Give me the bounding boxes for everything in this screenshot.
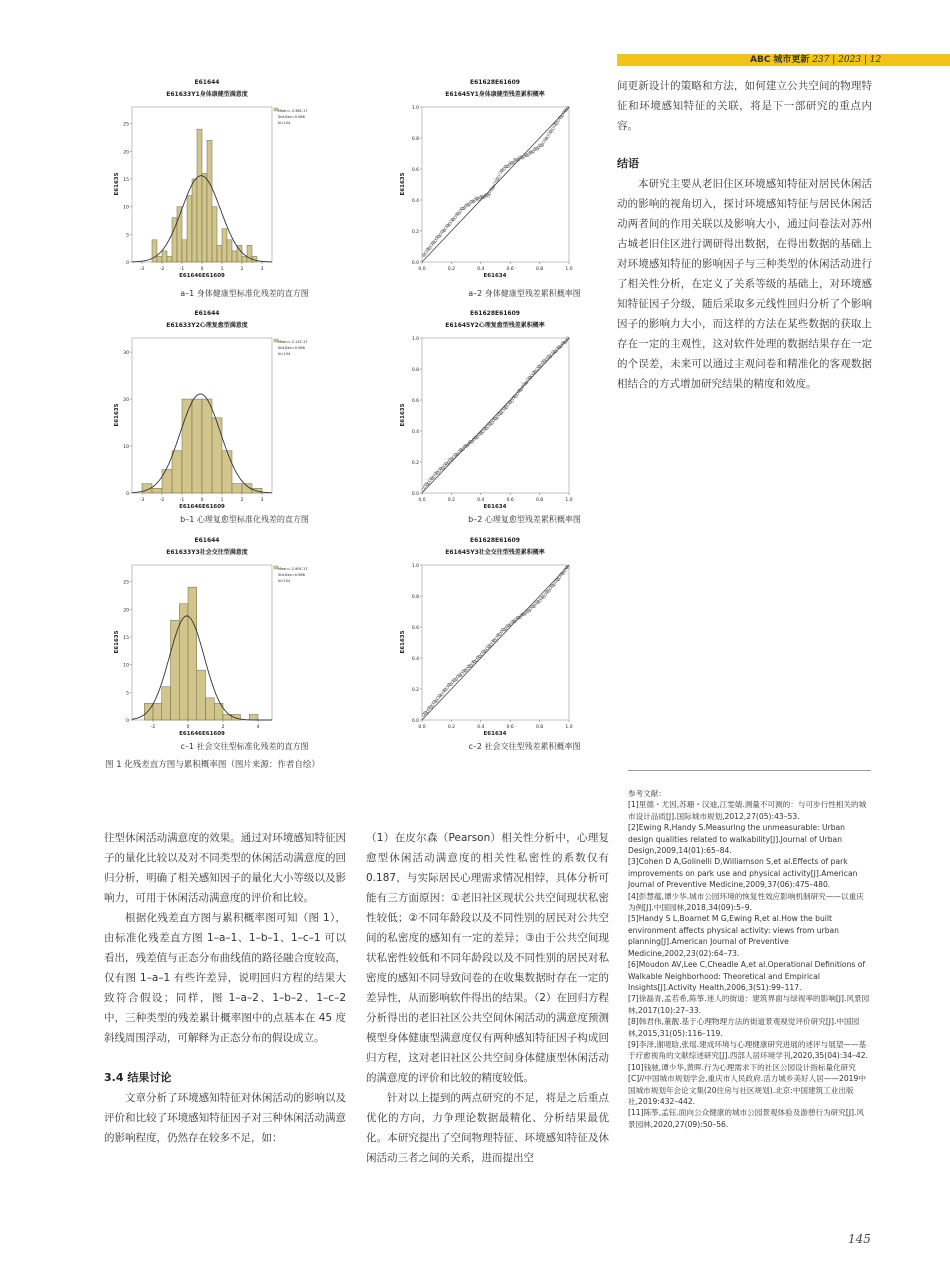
x-tick-label: 0.2 <box>447 498 455 503</box>
y-tick-label: 10 <box>123 445 129 451</box>
paragraph: 往型休闲活动满意度的效果。通过对环境感知特征因子的量化比较以及对不同类型的休闲活动满意度的回归分析，明确了相关感知因子的量化大小等级以及影响力，可用于休闲活动满意度的评价和比较。 <box>104 832 346 904</box>
x-tick-label: 0 <box>200 267 204 272</box>
pp-point <box>425 251 428 254</box>
histogram-svg <box>112 530 377 740</box>
reference-item: [7]徐磊青,孟若希,陈筝.迷人的街道：建筑界面与绿视率的影响[J].风景园林,2017(10):27–33. <box>628 994 870 1015</box>
y-tick-label: 5 <box>126 233 129 239</box>
x-tick-label: 1.0 <box>565 498 573 503</box>
chart-top-label: E61644 <box>194 310 220 317</box>
references <box>628 788 871 1130</box>
reference-item: [2]Ewing R,Handy S.Measuring the unmeasurable: Urban design qualities related to walkability[J].Journal of Urban Design,2009,14(01):65–84. <box>628 823 845 856</box>
legend-line: N=154 <box>278 352 291 356</box>
figure-a1-histogram <box>112 72 377 282</box>
section-name: 城市更新 <box>773 55 810 65</box>
body-column-2 <box>366 828 609 1168</box>
y-tick-label: 0 <box>126 261 129 266</box>
y-tick-label: 25 <box>123 580 129 586</box>
x-tick-label: 0.6 <box>506 267 514 272</box>
histogram-bar <box>187 196 192 262</box>
chart-title: E61633Y2心理复愈型满意度 <box>166 322 248 329</box>
y-tick-label: 20 <box>123 608 129 614</box>
y-tick-label: 1.0 <box>411 106 419 111</box>
histogram-bar <box>157 256 162 262</box>
histogram-bar <box>197 129 202 262</box>
y-tick-label: 5 <box>126 691 129 697</box>
histogram-bar <box>172 451 182 493</box>
chart-top-label: E61644 <box>194 537 220 544</box>
x-tick-label: 0 <box>200 498 204 503</box>
y-tick-label: 0 <box>126 492 129 497</box>
body-column-1 <box>104 828 346 1148</box>
x-tick-label: 0.8 <box>536 725 544 730</box>
y-tick-label: 20 <box>123 398 129 404</box>
x-tick-label: -3 <box>139 267 145 272</box>
caption-b1: b–1 心理复愈型标准化残差的直方图 <box>180 515 309 524</box>
histogram-bar <box>247 245 252 262</box>
histogram-bar <box>192 399 202 493</box>
x-tick-label: -1 <box>179 498 185 503</box>
x-tick-label: 1.0 <box>565 267 573 272</box>
x-axis-label: E61634 <box>483 273 507 279</box>
y-axis-label: E61635 <box>114 172 120 196</box>
reference-item: [5]Handy S L,Boarnet M G,Ewing R,et al.How the built environment affects physical activity: views from urban planning[J].American Journal of Preventive Medicine,2002,23(02):64–73. <box>628 914 839 958</box>
reference-item: [11]陈筝,孟钰.面向公众健康的城市公园景观体验及游憩行为研究[J].风景园林,2020,27(09):50–56. <box>628 1108 865 1129</box>
y-tick-label: 0.8 <box>411 595 419 600</box>
pp-point <box>495 637 498 640</box>
caption-a2: a–2 身体健康型残差累积概率图 <box>468 289 581 298</box>
legend-line: Std.Dev=0.986 <box>278 573 305 577</box>
y-axis-label: E61635 <box>400 403 406 427</box>
y-tick-label: 0.4 <box>411 199 419 204</box>
x-tick-label: 0.6 <box>506 725 514 730</box>
pp-point <box>486 647 489 650</box>
histogram-bar <box>182 240 187 262</box>
y-axis-label: E61635 <box>114 630 120 654</box>
x-tick-label: 0.2 <box>447 267 455 272</box>
y-tick-label: 0.2 <box>411 461 419 466</box>
histogram-bar <box>152 240 157 262</box>
x-tick-label: -2 <box>150 725 156 730</box>
figure-c2-pp-plot <box>392 530 657 740</box>
pp-point <box>439 233 442 236</box>
pp-point <box>500 630 503 633</box>
histogram-bar <box>206 698 215 720</box>
paragraph: （1）在皮尔森（Pearson）相关性分析中，心理复愈型休闲活动满意度的相关性私密性的系数仅有 0.187，与实际居民心理需求情况相悖，具体分析可能有三方面原因：①老旧社区现状公共空间现状私密性较低；②不同年龄段以及不同性别的居民对公共空间的私密度的感知有一定的差异；③由于公共空间现状私密性较低和不同年龄段以及不同性别的居民对私密度的感知不同导致问卷的在收集数据时存在一定的差异性，从而影响软件得出的结果。（2）在回归方程分析得出的老旧社区公共空间休闲活动的满意度预测模型身体健康型满意度仅有两种感知特征因子构成回归方程，这对老旧社区公共空间身体健康型休闲活动的满意度的评价和比较的精度较低。 <box>366 832 609 1084</box>
legend-line: Mean=-3.38E-17 <box>278 109 308 113</box>
y-tick-label: 0.6 <box>411 626 419 631</box>
x-tick-label: 0.0 <box>418 267 426 272</box>
y-tick-label: 0.2 <box>411 230 419 235</box>
pp-point <box>507 403 510 406</box>
x-tick-label: 0.0 <box>418 498 426 503</box>
paragraph: 根据化残差直方图与累积概率图可知（图 1），由标准化残差直方图 1–a–1、1–b–1、1–c–1 可以看出，残差值与正态分布曲线值的路径融合度较高，仅有图 1–a–1 有些许差异，说明回归方程的结果大致符合假设；同样，图 1–a–2、1–b–2、1–c–2 中，三种类型的残差累计概率图中的点基本在 45 度斜线周围浮动，可解释为正态分布的假设成立。 <box>104 912 346 1044</box>
y-axis-label: E61635 <box>114 403 120 427</box>
y-tick-label: 10 <box>123 205 129 211</box>
x-tick-label: 0.2 <box>447 725 455 730</box>
legend-line: Mean=-2.90E-17 <box>278 567 308 571</box>
x-tick-label: -1 <box>179 267 185 272</box>
pp-point <box>488 192 491 195</box>
y-tick-label: 0.4 <box>411 657 419 662</box>
pp-point <box>544 593 547 596</box>
y-tick-label: 0.8 <box>411 368 419 373</box>
histogram-bar <box>192 179 197 262</box>
histogram-bar <box>207 140 212 262</box>
y-tick-label: 0.2 <box>411 688 419 693</box>
legend-swatch <box>274 566 278 569</box>
y-tick-label: 0.6 <box>411 168 419 173</box>
x-tick-label: 2 <box>240 267 244 272</box>
references-divider <box>628 770 871 771</box>
x-tick-label: 0.8 <box>536 267 544 272</box>
chart-title: E61633Y1身体康健型满意度 <box>166 91 248 98</box>
reference-item: [3]Cohen D A,Golinelli D,Williamson S,et al.Effects of park improvements on park use and physical activity[J].American Journal of Preventive Medicine,2009,37(06):475–480. <box>628 857 858 890</box>
references-title: 参考文献： <box>628 789 666 798</box>
histogram-bar <box>153 703 162 720</box>
figure-caption: 图 1 化残差直方图与累积概率图（图片来源：作者自绘） <box>105 760 320 770</box>
y-tick-label: 0.8 <box>411 137 419 142</box>
paragraph: 针对以上提到的两点研究的不足，将是之后重点优化的方向，力争理论数据最精化、分析结果最优化。本研究提出了空间物理特征、环境感知特征及休闲活动三者之间的关系，进而提出空 <box>366 1092 609 1164</box>
pp-point <box>497 175 500 178</box>
y-tick-label: 0.0 <box>411 719 419 724</box>
reference-item: [6]Moudon AV,Lee C,Cheadle A,et al.Operational Definitions of Walkable Neighborhood: Theoretical and Empirical Insights[J].Activity Health,2006,3(S1):99–117. <box>628 960 866 992</box>
reference-item: [4]彭慧蕴,谭少华.城市公园环境的恢复性效应影响机制研究——以重庆为例[J].中国园林,2018,34(09):5–9. <box>628 891 864 913</box>
x-tick-label: 1 <box>220 267 224 272</box>
x-tick-label: 1 <box>220 498 224 503</box>
x-tick-label: 0 <box>186 725 190 730</box>
x-tick-label: 2 <box>240 498 244 503</box>
journal-brand: ABC <box>750 55 771 65</box>
x-axis-label: E61646E61609 <box>179 731 225 737</box>
x-tick-label: 0.4 <box>477 725 485 730</box>
histogram-bar <box>197 670 206 720</box>
reference-diagonal <box>422 338 569 493</box>
y-tick-label: 20 <box>123 150 129 156</box>
histogram-bar <box>167 256 172 262</box>
histogram-bar <box>162 251 167 262</box>
y-axis-label: E61635 <box>400 172 406 196</box>
y-tick-label: 30 <box>123 351 129 357</box>
x-axis-label: E61634 <box>483 731 507 737</box>
reference-item: [8]韩君伟,董靓.基于心理物理方法的街道景观视觉评价研究[J].中国园林,2015,31(05):116–119. <box>628 1017 860 1038</box>
y-tick-label: 0.0 <box>411 261 419 266</box>
y-tick-label: 0.4 <box>411 430 419 435</box>
pp-point <box>558 576 561 579</box>
figure-b1-histogram <box>112 303 377 513</box>
histogram-bar <box>232 484 242 493</box>
pp-point <box>501 410 504 413</box>
figure-c1-histogram <box>112 530 377 740</box>
y-tick-label: 10 <box>123 663 129 669</box>
y-tick-label: 15 <box>123 177 129 183</box>
x-tick-label: -3 <box>139 498 145 503</box>
x-tick-label: -2 <box>159 267 165 272</box>
x-tick-label: -2 <box>159 498 165 503</box>
pp-point <box>493 182 496 185</box>
histogram-bar <box>212 418 222 493</box>
paragraph-conclusion: 本研究主要从老旧住区环境感知特征对居民休闲活动的影响的视角切入，探讨环境感知特征与居民休闲活动两者间的作用关联以及影响大小，通过问卷法对苏州古城老旧住区进行调研得出数据，在得出数据的基础上对环境感知特征的影响因子与三种类型的休闲活动进行了相关性分析，在定义了关系等级的基础上，对环境感知特征因子分级，随后采取多元线性回归分析了个影响因子的影响力大小，而这样的方法在某些数据的获取上存在一定的主观性，这对软件处理的数据结果存在一定的个误差，未来可以通过主观问卷和精准化的客观数据相结合的方式增加研究结果的精度和效度。 <box>617 178 872 390</box>
pp-point <box>422 488 425 491</box>
histogram-bar <box>162 687 171 720</box>
histogram-bar <box>179 604 188 720</box>
histogram-bar <box>217 245 222 262</box>
histogram-bar <box>232 251 237 262</box>
section-heading-3-4: 3.4 结果讨论 <box>104 1071 172 1084</box>
y-tick-label: 0 <box>126 719 129 724</box>
histogram-bar <box>152 488 162 493</box>
histogram-bar <box>171 620 180 720</box>
legend-line: Std.Dev=0.986 <box>278 346 305 350</box>
pp-point <box>422 714 425 717</box>
legend-line: Std.Dev=0.986 <box>278 115 305 119</box>
y-tick-label: 1.0 <box>411 337 419 342</box>
histogram-bar <box>162 470 172 493</box>
x-tick-label: 2 <box>221 725 225 730</box>
histogram-bar <box>222 229 227 262</box>
legend-swatch <box>274 108 278 111</box>
histogram-bar <box>188 587 197 720</box>
x-tick-label: 3 <box>260 498 264 503</box>
legend-line: N=154 <box>278 579 291 583</box>
paragraph-continuation: 间更新设计的策略和方法，如何建立公共空间的物理特征和环境感知特征的关联，将是下一部研究的重点内容。 <box>617 80 872 132</box>
legend-line: Mean=-2.11E-17 <box>278 340 308 344</box>
x-tick-label: 0.8 <box>536 498 544 503</box>
y-tick-label: 0.0 <box>411 492 419 497</box>
pp-point <box>548 132 551 135</box>
pp-plot-svg <box>392 530 657 740</box>
legend-line: N=154 <box>278 121 291 125</box>
histogram-bar <box>202 173 207 262</box>
y-tick-label: 25 <box>123 122 129 128</box>
x-tick-label: 0.0 <box>418 725 426 730</box>
y-tick-label: 0.6 <box>411 399 419 404</box>
histogram-svg <box>112 72 377 282</box>
chart-title: E61645Y1身体康健型残差累积概率 <box>445 91 545 98</box>
reference-item: [10]钱驰,谭少华,黄晖.行为心理需求下的社区公园设计指标量化研究[C]//中国城市规划学会,重庆市人民政府.活力城乡美好人居——2019中国城市规划年会论文集(20住房与社区规划).北京:中国建筑工业出版社,2019:432–442. <box>628 1062 866 1106</box>
pp-point <box>451 681 454 684</box>
histogram-bar <box>249 714 258 720</box>
histogram-bar <box>227 240 232 262</box>
reference-item: [1]里德・尤因,苏珊・汉迪,江雯婧.测量不可测的：与可步行性相关的城市设计品质[J].国际城市规划,2012,27(05):43–53. <box>628 800 867 821</box>
page-number: 145 <box>848 1232 871 1246</box>
chart-title: E61645Y2心理复愈型残差累积概率 <box>445 322 545 329</box>
x-tick-label: 1.0 <box>565 725 573 730</box>
chart-title: E61633Y3社会交往型满意度 <box>166 549 248 556</box>
x-tick-label: 3 <box>260 267 264 272</box>
x-tick-label: 0.6 <box>506 498 514 503</box>
reference-diagonal <box>422 565 569 720</box>
chart-top-label: E61628E61609 <box>470 310 520 317</box>
y-tick-label: 1.0 <box>411 564 419 569</box>
y-axis-label: E61635 <box>400 630 406 654</box>
caption-a1: a–1 身体健康型标准化残差的直方图 <box>180 289 309 298</box>
chart-top-label: E61644 <box>194 79 220 86</box>
histogram-bar <box>212 207 217 262</box>
caption-c1: c–1 社会交往型标准化残差的直方图 <box>180 742 309 751</box>
pp-point <box>431 703 434 706</box>
chart-title: E61645Y3社会交往型残差累积概率 <box>445 549 545 556</box>
histogram-bar <box>242 256 247 262</box>
histogram-bar <box>202 399 212 493</box>
x-axis-label: E61646E61609 <box>179 273 225 279</box>
histogram-bar <box>222 451 232 493</box>
x-tick-label: 0.4 <box>477 498 485 503</box>
right-column-top <box>617 76 872 394</box>
pp-point <box>552 127 555 130</box>
x-axis-label: E61634 <box>483 504 507 510</box>
paragraph: 文章分析了环境感知特征对休闲活动的影响以及评价和比较了环境感知特征因子对三种休闲活动满意的影响程度，仍然存在较多不足，如： <box>104 1092 346 1144</box>
legend-swatch <box>274 339 278 342</box>
issue-info: 237 | 2023 | 12 <box>812 55 882 65</box>
histogram-svg <box>112 303 377 513</box>
reference-item: [9]李泽,谢唛晗,张瑶.建成环境与心理健康研究进展的述评与展望——基于疗愈视角的文献综述研究[J].西部人居环境学刊,2020,35(04):34–42. <box>628 1039 868 1061</box>
chart-top-label: E61628E61609 <box>470 79 520 86</box>
x-tick-label: 0.4 <box>477 267 485 272</box>
chart-top-label: E61628E61609 <box>470 537 520 544</box>
section-heading-conclusion: 结语 <box>617 157 639 170</box>
y-tick-label: 15 <box>123 635 129 641</box>
x-tick-label: 4 <box>256 725 260 730</box>
x-axis-label: E61646E61609 <box>179 504 225 510</box>
pp-point <box>446 686 449 689</box>
running-header <box>750 54 881 66</box>
caption-b2: b–2 心理复愈型残差累积概率图 <box>468 515 581 524</box>
caption-c2: c–2 社会交往型残差累积概率图 <box>468 742 581 751</box>
